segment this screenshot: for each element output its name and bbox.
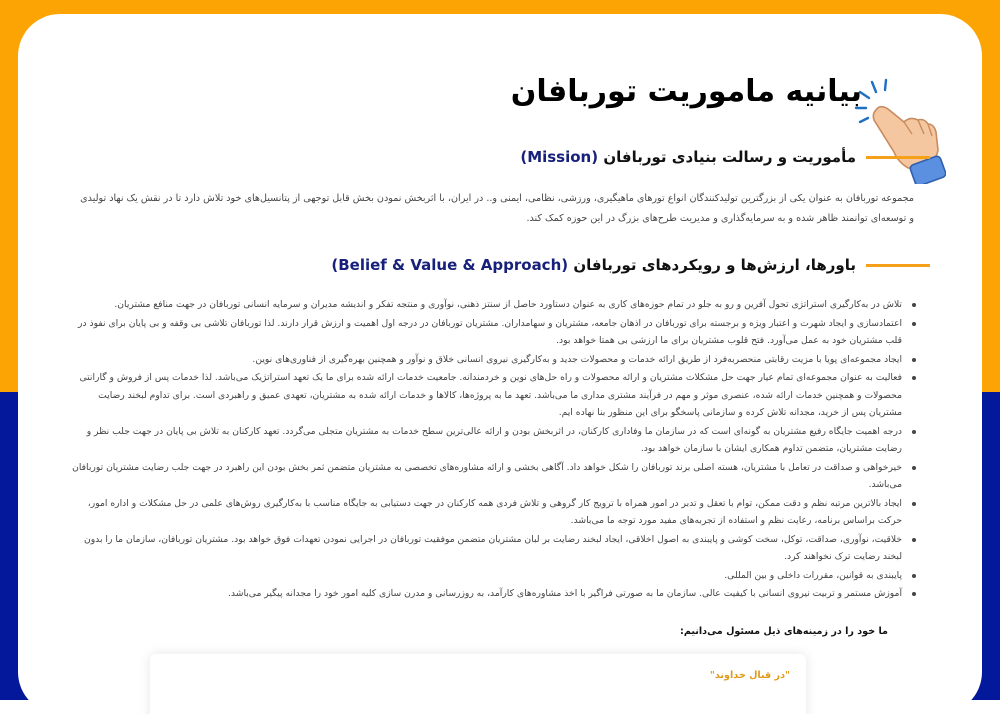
pointing-hand-icon	[854, 76, 946, 184]
page-title: بیانیه ماموریت توربافان	[510, 74, 862, 109]
list-item: خیرخواهی و صداقت در تعامل با مشتریان، هسته اصلی برند توربافان را شکل خواهد داد. آگاهی بخشی و ارائه مشاوره‌های تخصصی به مشتریان متضمن ثمر بخش بودن این راهبرد در جهت جلب رضایت مشتریان توربافان می‌باشد.	[68, 459, 918, 494]
list-item: پایبندی به قوانین، مقررات داخلی و بین المللی.	[68, 567, 918, 585]
mission-title	[520, 148, 856, 166]
responsibility-intro: ما خود را در زمینه‌های ذیل مسئول می‌دانیم:	[680, 626, 888, 637]
values-title-en: (Belief & Value & Approach)	[331, 256, 569, 274]
mission-title-fa: مأموریت و رسالت بنیادی توربافان	[603, 148, 856, 166]
responsibility-card	[150, 654, 806, 714]
values-list	[68, 296, 918, 604]
mission-paragraph: مجموعه توربافان به عنوان یکی از بزرگترین تولیدکنندگان انواع تورهای ماهیگیری، ورزشی، نظامی، ایمنی و.. در ایران، با اثربخش نمودن بخش قابل توجهی از پتانسیل‌های خود تلاش دارد تا در نقش یک نهاد تولیدی و توسعه‌ای توانمند ظاهر شده و به سرمایه‌گذاری و مدیریت طرح‌های بزرگ در این حوزه کمک کند.	[80, 193, 914, 224]
heading-accent-line	[866, 156, 930, 159]
content-card	[18, 14, 982, 714]
responsibility-card-title: "در قبال خداوند"	[709, 670, 790, 681]
heading-accent-line	[866, 264, 930, 267]
list-item: فعالیت به عنوان مجموعه‌ای تمام عیار جهت حل مشکلات مشتریان و ارائه محصولات و راه حل‌های نوین و خردمندانه. جامعیت خدمات ارائه شده برای ما یک تعهد استراتژیک می‌باشد. لذا خدمات پس از فروش و گارانتی محصولات و همچنین خدمات ارائه شده، عنصری موثر و مهم در فرآیند مشتری مداری ما می‌باشد. تعهد ما به پروژه‌ها، کالاها و خدمات ارائه شده به مشتریان، تعهدی عمیق و راهبردی است. برای تداوم لبخند رضایت مشتریان پس از خرید، مجدانه تلاش کرده و سازمانی پاسخگو برای این منظور بنا نهاده ایم.	[68, 369, 918, 422]
list-item: خلاقیت، نوآوری، صداقت، توکل، سخت کوشی و پایبندی به اصول اخلاقی، ایجاد لبخند رضایت بر لبان مشتریان متضمن موفقیت توربافان در اجرایی نمودن تعهدات فوق خواهد بود. مشتریان توربافان، سازمان ما را بدون لبخند رضایت ترک نخواهند کرد.	[68, 531, 918, 566]
mission-heading	[520, 148, 930, 166]
list-item: ایجاد مجموعه‌ای پویا با مزیت رقابتی منحصربه‌فرد از طریق ارائه خدمات و محصولات جدید و به‌کارگیری نیروی انسانی خلاق و نوآور و همچنین بهره‌گیری از فناوری‌های نوین.	[68, 351, 918, 369]
mission-title-en: (Mission)	[520, 148, 599, 166]
list-item: آموزش مستمر و تربیت نیروی انسانی با کیفیت عالی. سازمان ما به صورتی فراگیر با اخذ مشاوره‌های کارآمد، به روزرسانی و مدرن سازی کلیه امور خود را مجدانه پیگیر می‌باشد.	[68, 585, 918, 603]
values-heading	[331, 256, 930, 274]
list-item: درجه اهمیت جایگاه رفیع مشتریان به گونه‌ای است که در سازمان ما وفاداری کارکنان، در اثربخش بودن و ارائه عالی‌ترین سطح خدمات به مشتریان متجلی می‌گردد. تعهد کارکنان به تلاش بی پایان در جهت جلب نظر و رضایت مشتریان، متضمن تداوم همکاری ایشان با سازمان خواهد بود.	[68, 423, 918, 458]
values-title	[331, 256, 856, 274]
list-item: ایجاد بالاترین مرتبه نظم و دقت ممکن، توام با تعقل و تدبر در امور همراه با ترویج کار گروهی و تلاش فردی همه کارکنان در جهت دستیابی به جایگاه مناسب با به‌کارگیری روش‌های علمی در حل مشکلات و اداره امور، حرکت براساس برنامه، رعایت نظم و استفاده از تجربه‌های مفید مورد توجه ما می‌باشد.	[68, 495, 918, 530]
values-title-fa: باورها، ارزش‌ها و رویکردهای توربافان	[573, 256, 856, 274]
list-item: اعتمادسازی و ایجاد شهرت و اعتبار ویژه و برجسته برای توربافان در اذهان جامعه، مشتریان و سهامداران. مشتریان توربافان در درجه اول اهمیت و ارزش قرار دارند. لذا توربافان تلاشی بی وقفه و بی پایان برای نفوذ در قلب مشتریان خود به عمل می‌آورد. فتح قلوب مشتریان برای ما ارزشی بی همتا خواهد بود.	[68, 315, 918, 350]
list-item: تلاش در به‌کارگیری استراتژی تحول آفرین و رو به جلو در تمام حوزه‌های کاری به عنوان دستاورد حاصل از سنتز ذهنی، نوآوری و منتجه تفکر و اندیشه مدیران و سرمایه انسانی توربافان در جهت منافع مشتریان.	[68, 296, 918, 314]
